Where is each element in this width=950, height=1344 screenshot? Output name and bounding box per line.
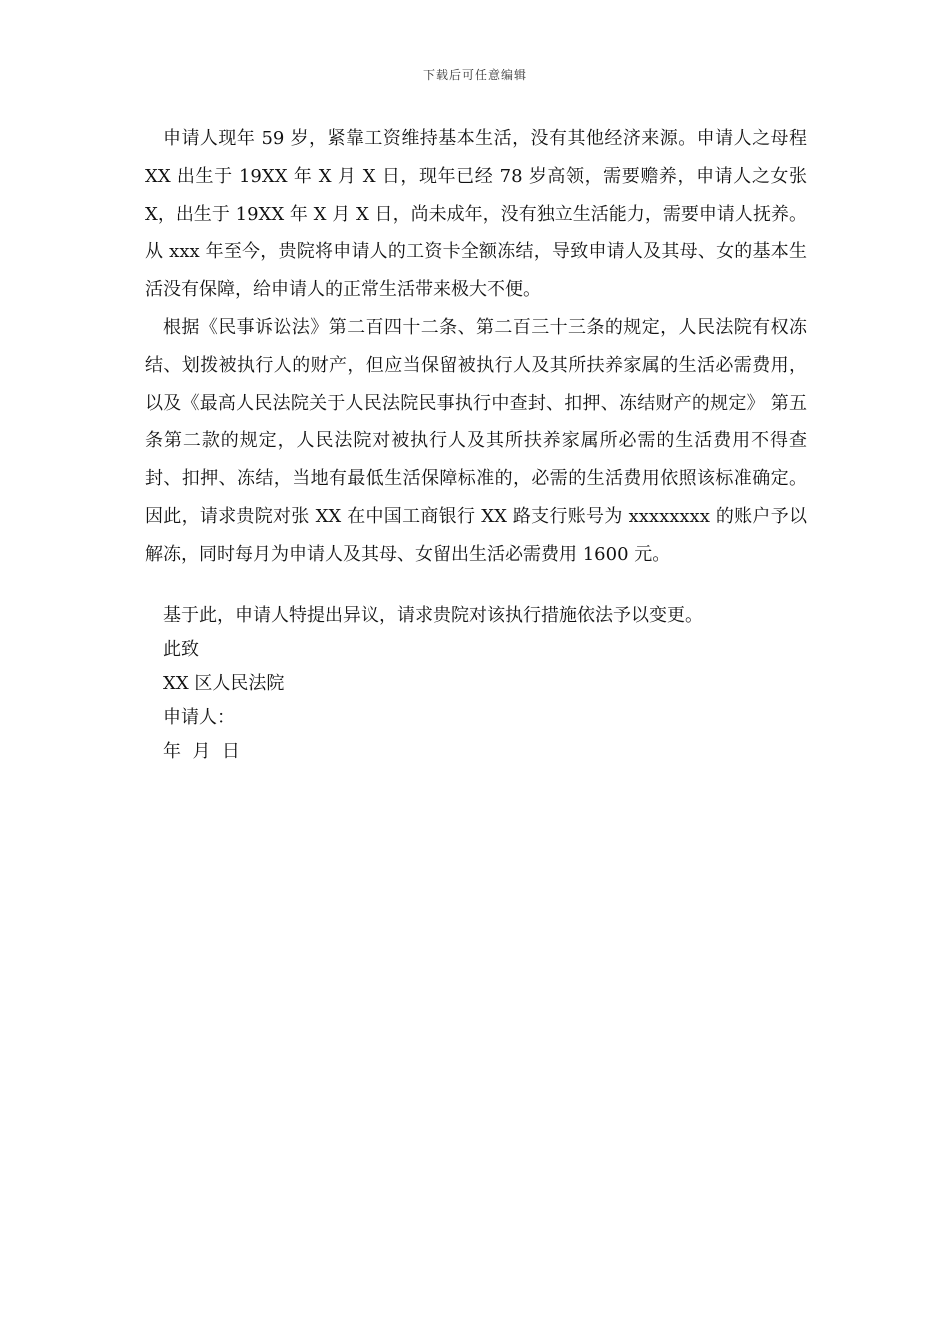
header-note: 下载后可任意编辑: [422, 68, 527, 82]
salutation: 此致: [163, 639, 199, 660]
paragraph-legal-basis: 根据《民事诉讼法》第二百四十二条、第二百三十三条的规定，人民法院有权冻结、划拨被执行人的财产，但应当保留被执行人及其所扶养家属的生活必需费用，以及《最高人民法院关于人民法院民事执行中查封、扣押、冻结财产的规定》 第五条第二款的规定，人民法院对被执行人及其所扶养家属所必需的生活费用不得查封、扣押、冻结，当地有最低生活保障标准的，必需的生活费用依照该标准确定。因此，请求贵院对张 XX 在中国工商银行 XX 路支行账号为 xxxxxxxx 的账户予以解冻，同时每月为申请人及其母、女留出生活必需费用 1600 元。: [145, 316, 807, 565]
document-body: [145, 120, 807, 574]
document-closing: [163, 599, 763, 769]
date-line: 年 月 日: [163, 741, 240, 762]
applicant-label: 申请人：: [163, 707, 235, 728]
closing-statement: 基于此，申请人特提出异议，请求贵院对该执行措施依法予以变更。: [163, 605, 703, 626]
paragraph-circumstances: 申请人现年 59 岁，紧靠工资维持基本生活，没有其他经济来源。申请人之母程 XX 出生于 19XX 年 X 月 X 日，现年已经 78 岁高领，需要赡养，申请人之女张 X，出生于 19XX 年 X 月 X 日，尚未成年，没有独立生活能力，需要申请人抚养。从 xxx 年至今，贵院将申请人的工资卡全额冻结，导致申请人及其母、女的基本生活没有保障，给申请人的正常生活带来极大不便。: [145, 128, 807, 301]
addressee: XX 区人民法院: [163, 673, 285, 694]
